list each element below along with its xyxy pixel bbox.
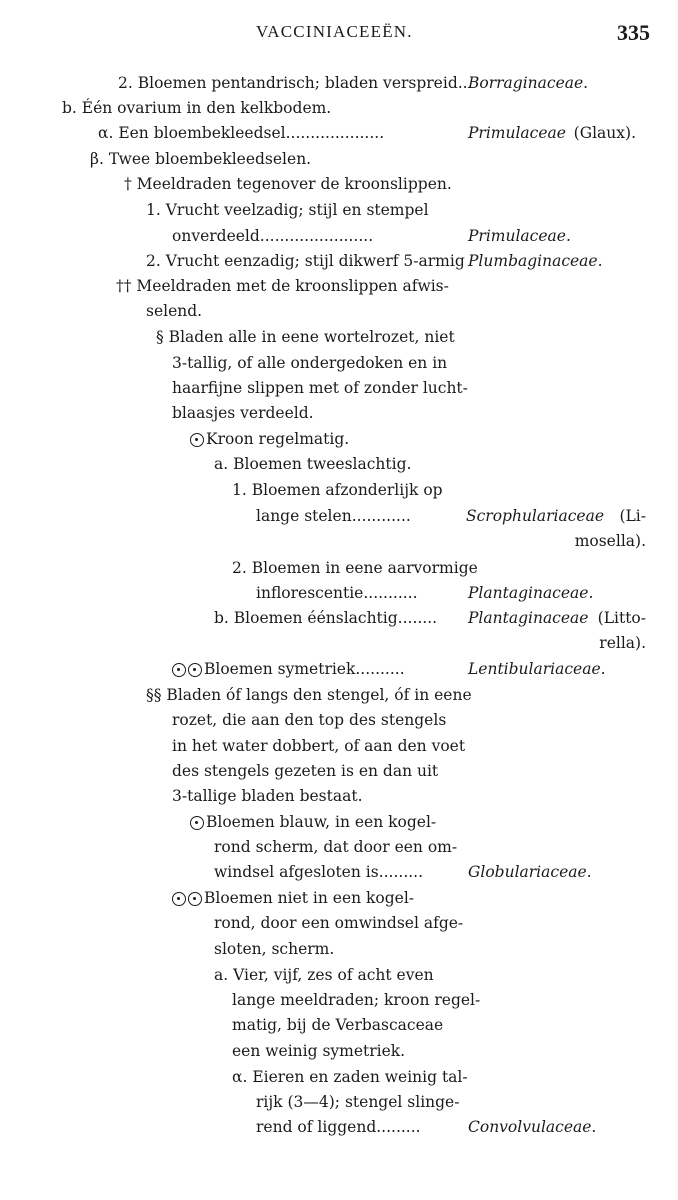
key-text: § Bladen alle in eene wortelrozet, niet	[156, 328, 455, 346]
key-text: matig, bij de Verbascaceae	[232, 1016, 444, 1034]
key-text: 2. Bloemen pentandrisch; bladen verspreid...	[118, 74, 473, 92]
page-number: 335	[617, 20, 650, 45]
genus-note: (Glaux).	[573, 124, 636, 142]
key-line	[0, 911, 678, 935]
key-text: b. Één ovarium in den kelkbodem.	[62, 99, 332, 117]
key-line	[0, 96, 678, 120]
key-text: rijk (3—4); stengel slinge-	[256, 1093, 460, 1111]
key-line	[0, 631, 678, 655]
family-name: Plumbaginaceae.	[468, 252, 603, 270]
key-line	[0, 1065, 678, 1089]
key-line	[0, 1039, 678, 1063]
key-text: α. Eieren en zaden weinig tal-	[232, 1068, 468, 1086]
key-line	[0, 401, 678, 425]
key-line	[0, 325, 678, 349]
key-line	[0, 784, 678, 808]
circled-dot-icon	[188, 892, 202, 906]
key-text: des stengels gezeten is en dan uit	[172, 762, 439, 780]
key-text	[172, 886, 414, 910]
key-text: rond, door een omwindsel afge-	[214, 914, 464, 932]
key-line	[0, 427, 678, 451]
key-text: sloten, scherm.	[214, 940, 335, 958]
family-name: Scrophulariaceae	[466, 507, 605, 525]
key-line	[0, 1013, 678, 1037]
key-line	[0, 734, 678, 758]
family-name: Globulariaceae.	[468, 863, 592, 881]
key-line	[0, 1090, 678, 1114]
key-text: a. Bloemen tweeslachtig.	[214, 455, 412, 473]
key-line	[0, 452, 678, 476]
key-line	[0, 810, 678, 834]
genus-note-continued: rella).	[599, 634, 646, 652]
genus-note: (Litto-	[597, 609, 646, 627]
family-name: Primulaceae.	[468, 227, 571, 245]
key-text: rond scherm, dat door een om-	[214, 838, 458, 856]
key-text: in het water dobbert, of aan den voet	[172, 737, 466, 755]
key-text	[172, 657, 405, 681]
key-text: selend.	[146, 302, 203, 320]
key-text: †† Meeldraden met de kroonslippen afwis-	[116, 277, 449, 295]
family-name: Borraginaceae.	[468, 74, 589, 92]
key-line	[0, 274, 678, 298]
key-line	[0, 478, 678, 502]
circled-dot-icon	[172, 663, 186, 677]
key-line	[0, 376, 678, 400]
family-name: Plantaginaceae.	[468, 584, 594, 602]
key-text: 2. Bloemen in eene aarvormige	[232, 559, 478, 577]
circled-dot-icon	[172, 892, 186, 906]
key-line	[0, 683, 678, 707]
key-text: 1. Bloemen afzonderlijk op	[232, 481, 443, 499]
key-text: onverdeeld.......................	[172, 227, 374, 245]
key-line	[0, 249, 678, 273]
key-text	[190, 810, 436, 834]
key-text: † Meeldraden tegenover de kroonslippen.	[124, 175, 452, 193]
key-line	[0, 759, 678, 783]
family-name: Lentibulariaceae.	[468, 660, 606, 678]
key-line	[0, 351, 678, 375]
key-text: rozet, die aan den top des stengels	[172, 711, 447, 729]
key-line	[0, 504, 678, 528]
key-text: haarfijne slippen met of zonder lucht-	[172, 379, 468, 397]
key-text: 3-tallige bladen bestaat.	[172, 787, 363, 805]
key-text: blaasjes verdeeld.	[172, 404, 314, 422]
key-line	[0, 1115, 678, 1139]
key-line	[0, 556, 678, 580]
key-line	[0, 121, 678, 145]
key-text	[190, 427, 349, 451]
key-text: 1. Vrucht veelzadig; stijl en stempel	[146, 201, 429, 219]
key-line	[0, 963, 678, 987]
circled-dot-icon	[190, 433, 204, 447]
key-line	[0, 147, 678, 171]
key-line	[0, 937, 678, 961]
key-text: §§ Bladen óf langs den stengel, óf in eene	[146, 686, 472, 704]
key-line	[0, 71, 678, 95]
key-text-content: Bloemen blauw, in een kogel-	[206, 813, 437, 831]
key-text: a. Vier, vijf, zes of acht even	[214, 966, 434, 984]
circled-dot-icon	[188, 663, 202, 677]
key-line	[0, 299, 678, 323]
key-text: inflorescentie...........	[256, 584, 418, 602]
key-line	[0, 529, 678, 553]
family-name: Primulaceae	[468, 124, 566, 142]
key-line	[0, 606, 678, 630]
key-text: α. Een bloembekleedsel....................	[98, 124, 385, 142]
family-name: Plantaginaceae	[468, 609, 589, 627]
key-text: 3-tallig, of alle ondergedoken en in	[172, 354, 448, 372]
key-text: een weinig symetriek.	[232, 1042, 406, 1060]
key-line	[0, 886, 678, 910]
key-line	[0, 657, 678, 681]
key-text-content: Kroon regelmatig.	[206, 430, 350, 448]
genus-note: (Li-	[619, 507, 646, 525]
key-line	[0, 708, 678, 732]
key-text: β. Twee bloembekleedselen.	[90, 150, 312, 168]
key-text: b. Bloemen éénslachtig........	[214, 609, 438, 627]
key-line	[0, 988, 678, 1012]
key-text: lange meeldraden; kroon regel-	[232, 991, 481, 1009]
key-line	[0, 198, 678, 222]
key-line	[0, 860, 678, 884]
key-text: rend of liggend.........	[256, 1118, 421, 1136]
running-title: VACCINIACEEËN.	[256, 22, 413, 41]
key-text-content: Bloemen symetriek..........	[204, 660, 405, 678]
circled-dot-icon	[190, 816, 204, 830]
key-line	[0, 172, 678, 196]
key-text-content: Bloemen niet in een kogel-	[204, 889, 415, 907]
key-line	[0, 224, 678, 248]
key-text: lange stelen............	[256, 507, 411, 525]
key-text: 2. Vrucht eenzadig; stijl dikwerf 5-armig	[146, 252, 465, 270]
key-text: windsel afgesloten is.........	[214, 863, 424, 881]
family-name: Convolvulaceae.	[468, 1118, 597, 1136]
key-line	[0, 581, 678, 605]
key-line	[0, 835, 678, 859]
genus-note-continued: mosella).	[574, 532, 646, 550]
running-header	[0, 20, 678, 46]
